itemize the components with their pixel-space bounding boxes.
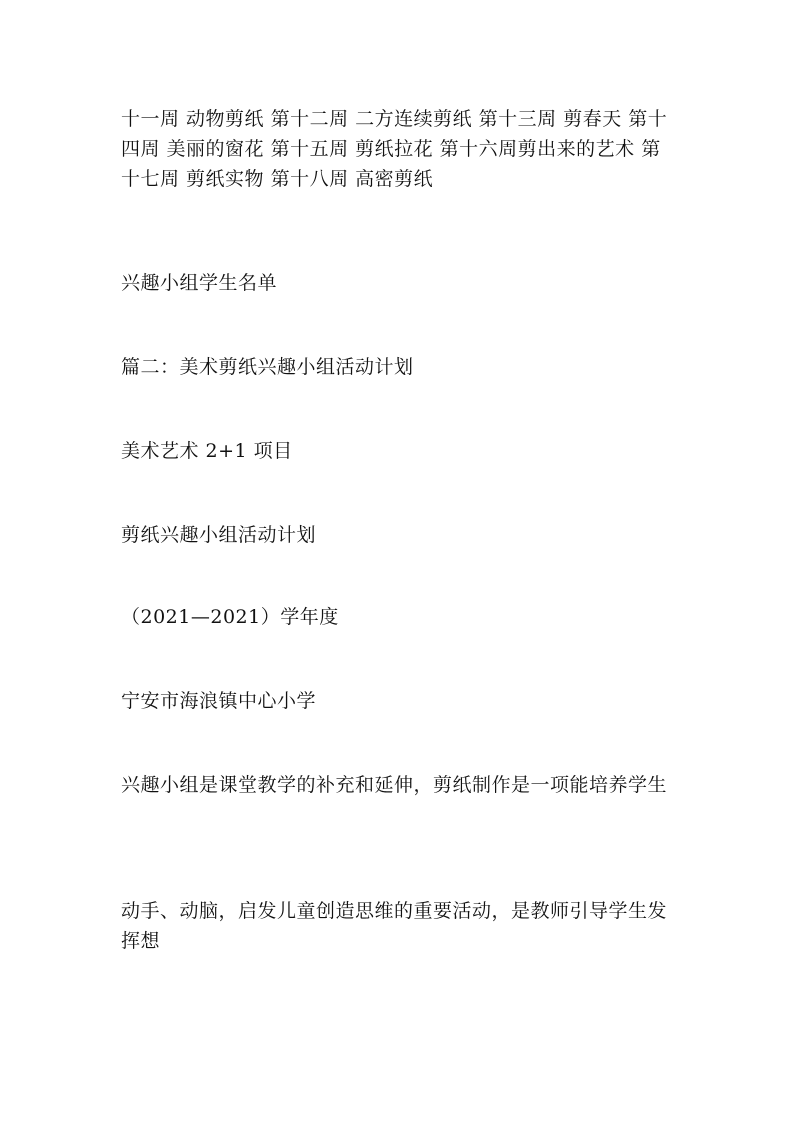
project-name-line: 美术艺术 2+1 项目 — [121, 440, 293, 462]
plan-title-line: 剪纸兴趣小组活动计划 — [121, 524, 317, 546]
intro-continuation-paragraph: 动手、动脑，启发儿童创造思维的重要活动，是教师引导学生发挥想 — [121, 900, 668, 952]
school-name-line: 宁安市海浪镇中心小学 — [121, 690, 317, 712]
intro-paragraph: 兴趣小组是课堂教学的补充和延伸，剪纸制作是一项能培养学生 — [121, 774, 668, 796]
school-year-line: （2021—2021）学年度 — [121, 606, 339, 628]
student-list-heading: 兴趣小组学生名单 — [121, 272, 278, 294]
chapter-two-title: 篇二：美术剪纸兴趣小组活动计划 — [121, 356, 414, 378]
weekly-schedule-paragraph: 十一周 动物剪纸 第十二周 二方连续剪纸 第十三周 剪春天 第十四周 美丽的窗花 第十五周 剪纸拉花 第十六周剪出来的艺术 第十七周 剪纸实物 第十八周 高密剪纸 — [121, 108, 668, 190]
